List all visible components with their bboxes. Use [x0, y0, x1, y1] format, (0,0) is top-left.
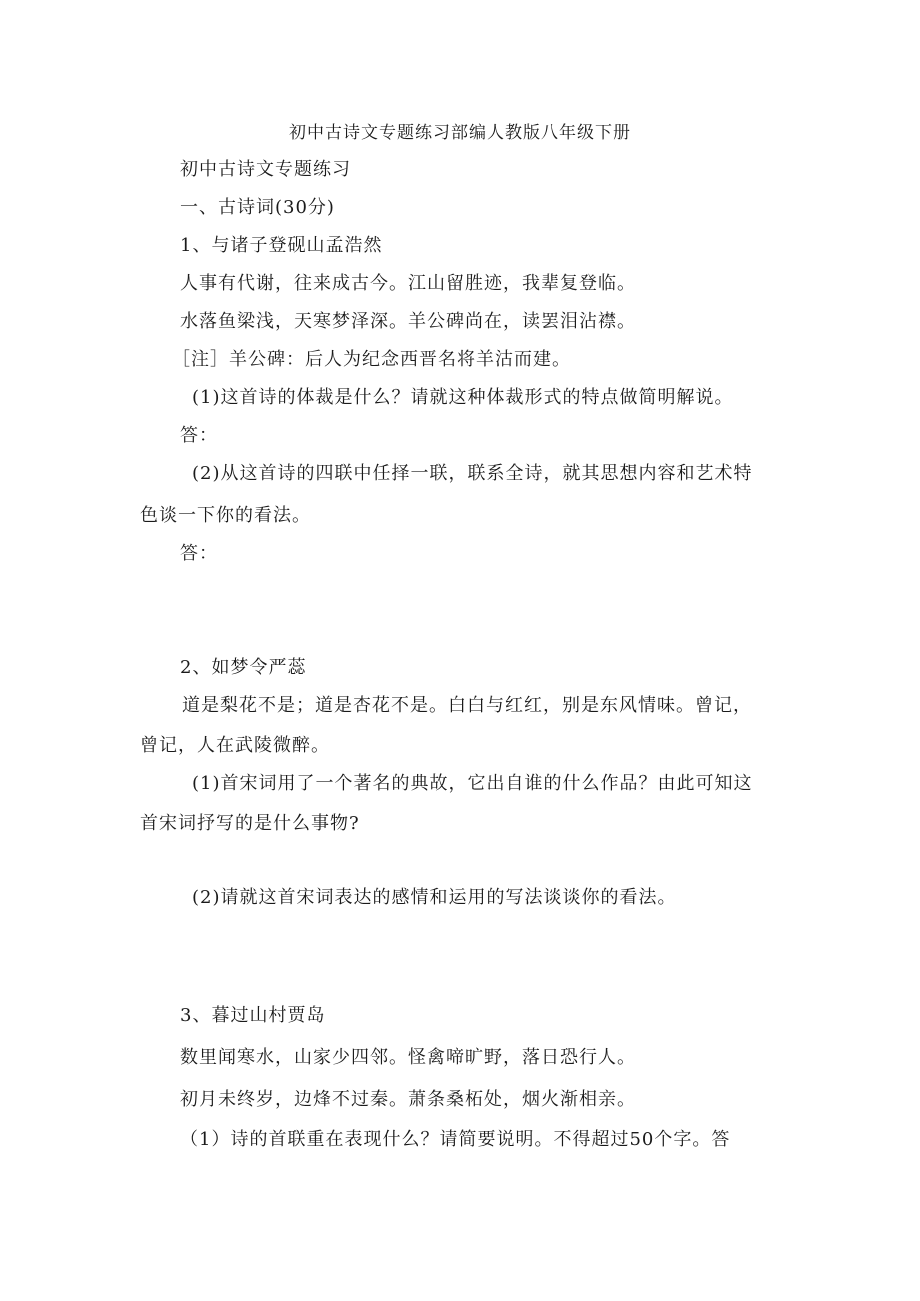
- poem1-answer2: 答：: [180, 543, 218, 564]
- document-title: 初中古诗文专题练习部编人教版八年级下册: [289, 123, 631, 143]
- poem1-heading: 1、与诸子登砚山孟浩然: [180, 235, 383, 256]
- document-subtitle: 初中古诗文专题练习: [180, 159, 351, 180]
- poem2-text-cont: 曾记，人在武陵微醉。: [140, 735, 330, 756]
- poem1-question2-cont: 色谈一下你的看法。: [140, 505, 311, 526]
- poem1-note: ［注］羊公碑：后人为纪念西晋名将羊沽而建。: [172, 349, 571, 370]
- poem3-line1: 数里闻寒水，山家少四邻。怪禽啼旷野，落日恐行人。: [180, 1047, 636, 1068]
- poem2-text: 道是梨花不是；道是杏花不是。白白与红红，别是东风情味。曾记，: [182, 695, 752, 716]
- poem2-question2: (2)请就这首宋词表达的感情和运用的写法谈谈你的看法。: [192, 887, 677, 908]
- section-heading: 一、古诗词(30分): [180, 197, 335, 218]
- poem3-heading: 3、暮过山村贾岛: [180, 1005, 326, 1026]
- poem1-line1: 人事有代谢，往来成古今。江山留胜迹，我辈复登临。: [180, 273, 636, 294]
- poem1-line2: 水落鱼梁浅，天寒梦泽深。羊公碑尚在，读罢泪沾襟。: [180, 311, 636, 332]
- poem1-question1: (1)这首诗的体裁是什么？请就这种体裁形式的特点做简明解说。: [192, 387, 734, 408]
- poem2-question1: (1)首宋词用了一个著名的典故，它出自谁的什么作品？由此可知这: [192, 773, 753, 794]
- poem3-line2: 初月未终岁，边烽不过秦。萧条桑柘处，烟火渐相亲。: [180, 1089, 636, 1110]
- poem2-heading: 2、如梦令严蕊: [180, 657, 307, 678]
- poem3-question1: （1）诗的首联重在表现什么？请简要说明。不得超过50个字。答: [180, 1129, 731, 1150]
- poem2-question1-cont: 首宋词抒写的是什么事物?: [140, 813, 360, 834]
- poem1-question2: (2)从这首诗的四联中任择一联，联系全诗，就其思想内容和艺术特: [192, 463, 753, 484]
- poem1-answer1: 答：: [180, 425, 218, 446]
